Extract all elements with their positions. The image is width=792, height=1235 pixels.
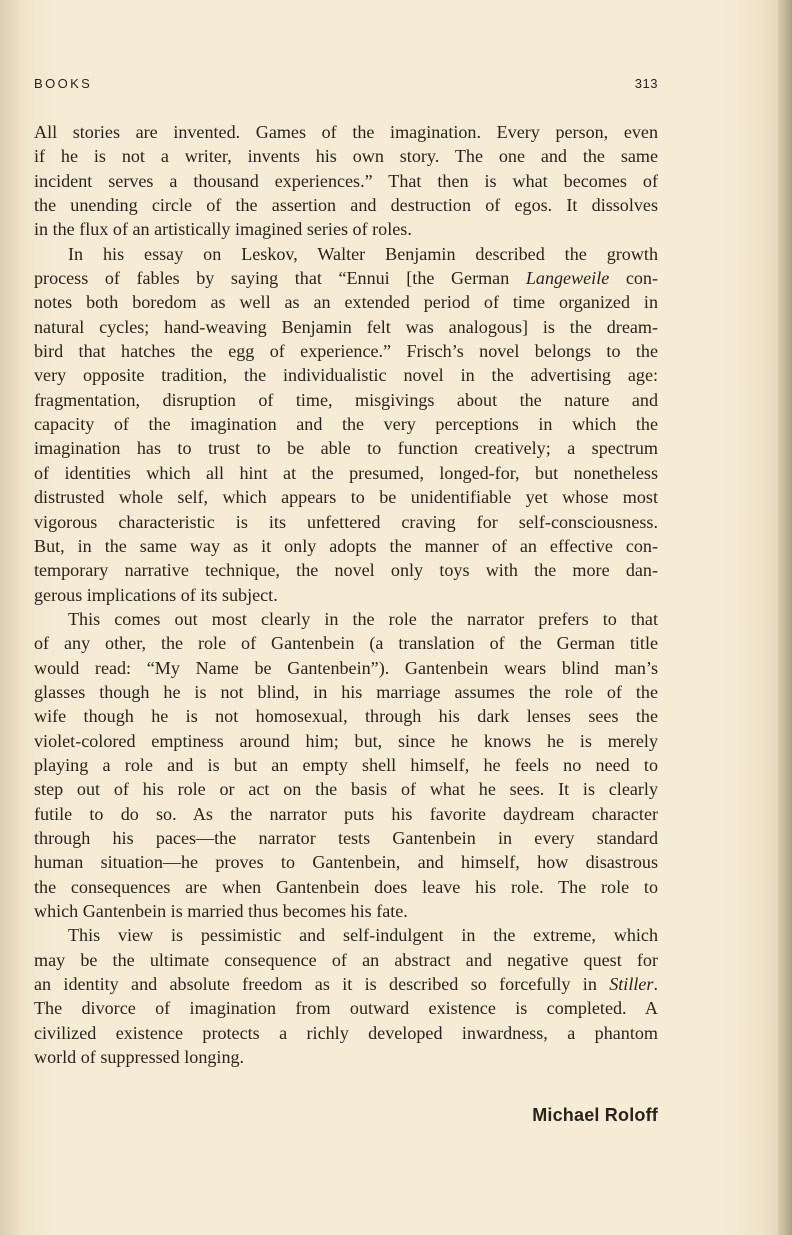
text-line: violet-colored emptiness around him; but, since he knows he is merely [34, 730, 658, 751]
text-line: This view is pessimistic and self-indulgent in the extreme, which [68, 925, 658, 946]
text-line: wife though he is not homosexual, through his dark lenses sees the [34, 706, 658, 727]
text-line: step out of his role or act on the basis of what he sees. It is clearly [34, 779, 658, 800]
text-line: the unending circle of the assertion and destruction of egos. It dissolves [34, 195, 658, 216]
section-title: BOOKS [34, 76, 93, 91]
text-line: This comes out most clearly in the role the narrator prefers to that [68, 608, 658, 629]
paragraph [34, 923, 658, 1069]
author-signature: Michael Roloff [532, 1105, 658, 1125]
text-line: in the flux of an artistically imagined series of roles. [34, 219, 412, 240]
text-line: world of suppressed longing. [34, 1047, 245, 1068]
text-line: of any other, the role of Gantenbein (a translation of the German title [34, 633, 658, 654]
text-line: incident serves a thousand experiences.” That then is what becomes of [34, 170, 658, 191]
text-line: The divorce of imagination from outward existence is completed. A [34, 998, 658, 1019]
text-line: capacity of the imagination and the very perceptions in which the [34, 414, 658, 435]
text-line: natural cycles; hand-weaving Benjamin felt was analogous] is the dream- [34, 316, 658, 337]
text-line: temporary narrative technique, the novel only toys with the more dan- [34, 560, 658, 581]
text-line: the consequences are when Gantenbein does leave his role. The role to [34, 876, 658, 897]
running-header [34, 76, 658, 96]
text-line: gerous implications of its subject. [34, 584, 278, 605]
text-line: distrusted whole self, which appears to be unidentifiable yet whose most [34, 487, 658, 508]
page-number: 313 [634, 76, 658, 91]
text-line: would read: “My Name be Gantenbein”). Gantenbein wears blind man’s [34, 657, 658, 678]
paragraph [34, 607, 658, 923]
text-line: But, in the same way as it only adopts the manner of an effective con- [34, 535, 658, 556]
page-edge [778, 0, 792, 1235]
text-line: vigorous characteristic is its unfettered craving for self-consciousness. [34, 511, 658, 532]
text-line: civilized existence protects a richly developed inwardness, a phantom [34, 1022, 658, 1043]
text-line: very opposite tradition, the individualistic novel in the advertising age: [34, 365, 658, 386]
text-line: imagination has to trust to be able to function creatively; a spectrum [34, 438, 658, 459]
text-line: In his essay on Leskov, Walter Benjamin described the growth [68, 243, 658, 264]
text-line: human situation—he proves to Gantenbein, and himself, how disastrous [34, 852, 658, 873]
text-line: if he is not a writer, invents his own story. The one and the same [34, 146, 658, 167]
text-line: which Gantenbein is married thus becomes his fate. [34, 901, 408, 921]
text-line: of identities which all hint at the presumed, longed-for, but nonetheless [34, 462, 658, 483]
text-line: notes both boredom as well as an extended period of time organized in [34, 292, 658, 313]
paragraph [34, 120, 658, 242]
article-body [34, 120, 658, 1069]
text-line: an identity and absolute freedom as it is described so forcefully in Stiller. [34, 974, 658, 995]
text-line: may be the ultimate consequence of an abstract and negative quest for [34, 949, 658, 970]
paragraph [34, 242, 658, 607]
text-line: All stories are invented. Games of the imagination. Every person, even [34, 122, 658, 142]
text-line: glasses though he is not blind, in his marriage assumes the role of the [34, 681, 658, 702]
text-line: process of fables by saying that “Ennui [the German Langeweile con- [34, 268, 658, 289]
text-line: fragmentation, disruption of time, misgivings about the nature and [34, 389, 658, 410]
text-line: playing a role and is but an empty shell himself, he feels no need to [34, 754, 658, 775]
text-line: through his paces—the narrator tests Gantenbein in every standard [34, 827, 658, 848]
text-line: futile to do so. As the narrator puts his favorite daydream character [34, 803, 658, 824]
text-line: bird that hatches the egg of experience.” Frisch’s novel belongs to the [34, 341, 658, 362]
